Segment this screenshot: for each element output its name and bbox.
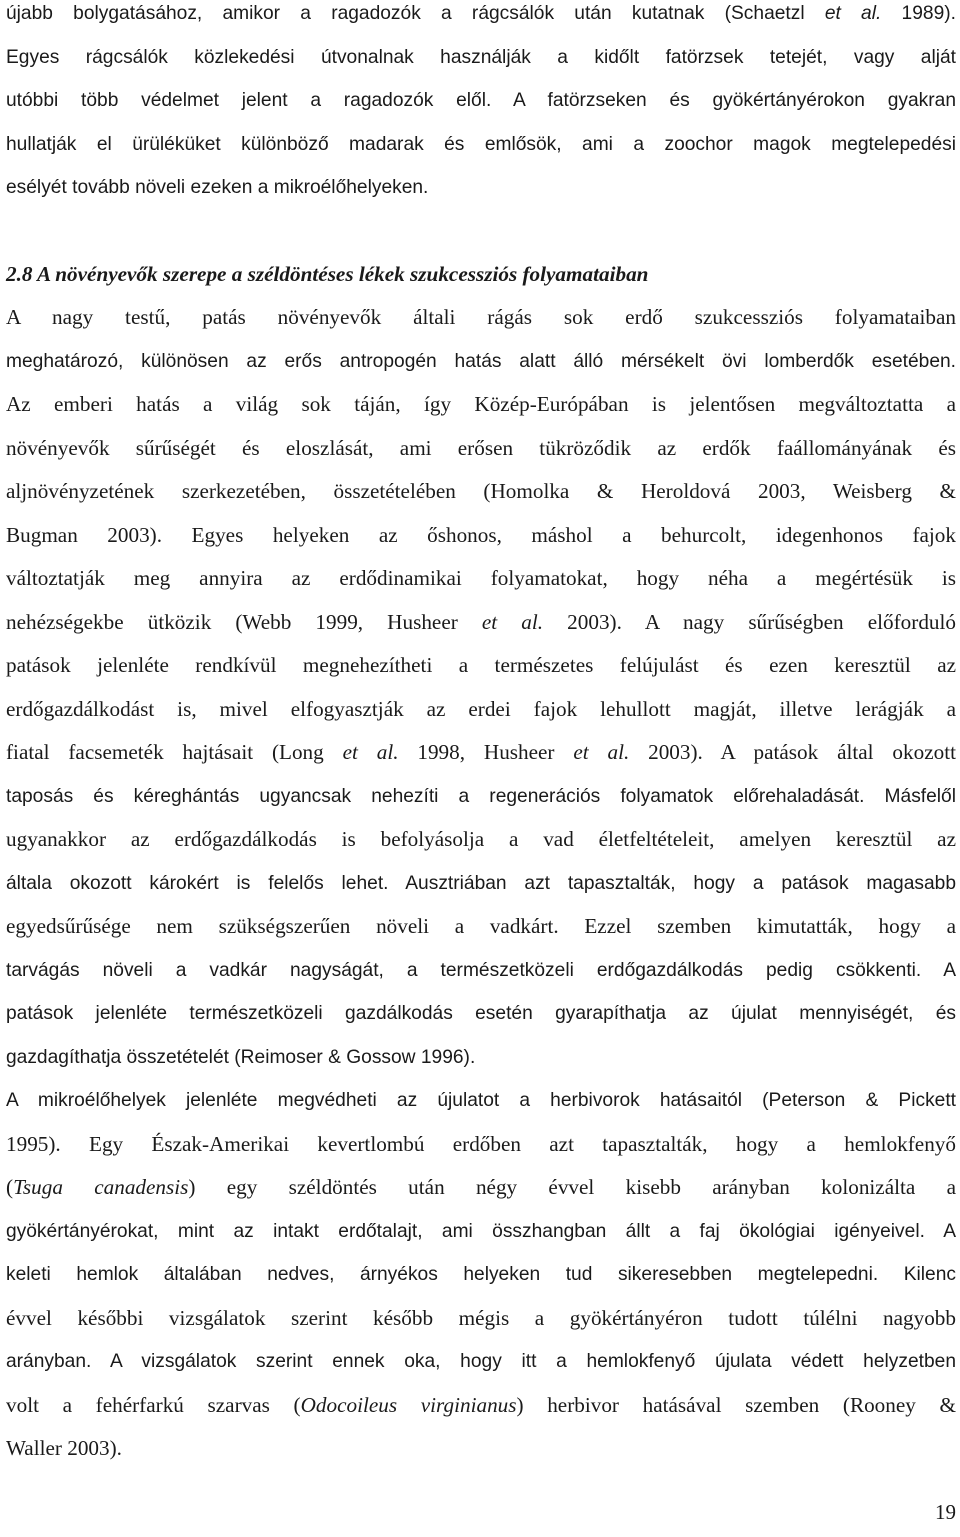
text-line: egyedsűrűsége nem szükségszerűen növeli a vadkárt. Ezzel szemben kimutatták, hogy a	[6, 914, 956, 938]
text-line: keleti hemlok általában nedves, árnyékos helyeken tud sikeresebben megtelepedni. Kilenc	[6, 1264, 956, 1285]
text-line: erdőgazdálkodást is, mivel elfogyasztják az erdei fajok lehullott magját, illetve lerágják a	[6, 696, 956, 721]
text-line: (Tsuga canadensis) egy széldöntés után négy évvel kisebb arányban kolonizálta a	[6, 1175, 956, 1199]
text-line: tarvágás növeli a vadkár nagyságát, a természetközeli erdőgazdálkodás pedig csökkenti. A	[6, 959, 956, 981]
text-line: Bugman 2003). Egyes helyeken az őshonos, máshol a behurcolt, idegenhonos fajok	[6, 522, 956, 547]
body-paragraph-1	[6, 296, 956, 1079]
text-line: taposás és kéreghántás ugyancsak nehezíti a regenerációs folyamatok előrehaladását. Másfelől	[6, 785, 956, 807]
text-line: A mikroélőhelyek jelenléte megvédheti az újulatot a herbivorok hatásaitól (Peterson & Pickett	[6, 1090, 956, 1111]
text-line: ugyanakkor az erdőgazdálkodás is befolyásolja a vad életfeltételeit, amelyen keresztül az	[6, 827, 956, 851]
text-line: arányban. A vizsgálatok szerint ennek oka, hogy itt a hemlokfenyő újulata védett helyzetben	[6, 1351, 956, 1372]
text-line: növényevők sűrűségét és eloszlását, ami erősen tükröződik az erdők faállományának és	[6, 435, 956, 460]
text-line: általa okozott károkért is felelős lehet. Ausztriában azt tapasztalták, hogy a patások magasabb	[6, 872, 956, 894]
text-line: nehézségekbe ütközik (Webb 1999, Husheer et al. 2003). A nagy sűrűségben előforduló	[6, 609, 956, 634]
text-line: gazdagíthatja összetételét (Reimoser & Gossow 1996).	[6, 1046, 476, 1068]
body-paragraph-2	[6, 1079, 956, 1471]
document-page	[6, 0, 956, 1471]
text-line: gyökértányérokat, mint az intakt erdőtalajt, ami összhangban állt a faj ökológiai igényeivel. A	[6, 1220, 956, 1242]
text-line: patások jelenléte rendkívül megnehezítheti a természetes felújulást és ezen keresztül az	[6, 653, 956, 677]
text-line: évvel későbbi vizsgálatok szerint később mégis a gyökértányéron tudott túlélni nagyobb	[6, 1305, 956, 1330]
text-line: volt a fehérfarkú szarvas (Odocoileus virginianus) herbivor hatásával szemben (Rooney &	[6, 1392, 956, 1417]
text-line: változtatják meg annyira az erdődinamikai folyamatokat, hogy néha a megértésük is	[6, 566, 956, 590]
text-line: fiatal facsemeték hajtásait (Long et al. 1998, Husheer et al. 2003). A patások által okozott	[6, 740, 956, 764]
page-number: 19	[935, 1500, 956, 1524]
text-line: Az emberi hatás a világ sok táján, így Közép-Európában is jelentősen megváltoztatta a	[6, 392, 956, 416]
intro-paragraph	[6, 0, 956, 210]
text-line: Waller 2003).	[6, 1436, 122, 1460]
text-line: aljnövényzetének szerkezetében, összetételében (Homolka & Heroldová 2003, Weisberg &	[6, 479, 956, 503]
text-line: A nagy testű, patás növényevők általi rágás sok erdő szukcessziós folyamataiban	[6, 305, 956, 329]
text-line: utóbbi több védelmet jelent a ragadozók elől. A fatörzseken és gyökértányérokon gyakran	[6, 90, 956, 111]
text-line: Egyes rágcsálók közlekedési útvonalnak használják a kidőlt fatörzsek tetejét, vagy alját	[6, 46, 956, 68]
text-line: hullatják el ürüléküket különböző madarak és emlősök, ami a zoochor magok megtelepedési	[6, 133, 956, 155]
text-line: újabb bolygatásához, amikor a ragadozók a rágcsálók után kutatnak (Schaetzl et al. 1989).	[6, 3, 956, 24]
text-line: 1995). Egy Észak-Amerikai kevertlombú erdőben azt tapasztalták, hogy a hemlokfenyő	[6, 1131, 956, 1156]
italic-citation: et al.	[824, 3, 882, 24]
text-line: meghatározó, különösen az erős antropogén hatás alatt álló mérsékelt övi lomberdők esetében.	[6, 350, 956, 372]
text-line: patások jelenléte természetközeli gazdálkodás esetén gyarapíthatja az újulat mennyiségét, és	[6, 1003, 956, 1024]
text-line: esélyét tovább növeli ezeken a mikroélőhelyeken.	[6, 177, 429, 198]
section-heading: 2.8 A növényevők szerepe a széldöntéses lékek szukcessziós folyamataiban	[6, 261, 649, 286]
